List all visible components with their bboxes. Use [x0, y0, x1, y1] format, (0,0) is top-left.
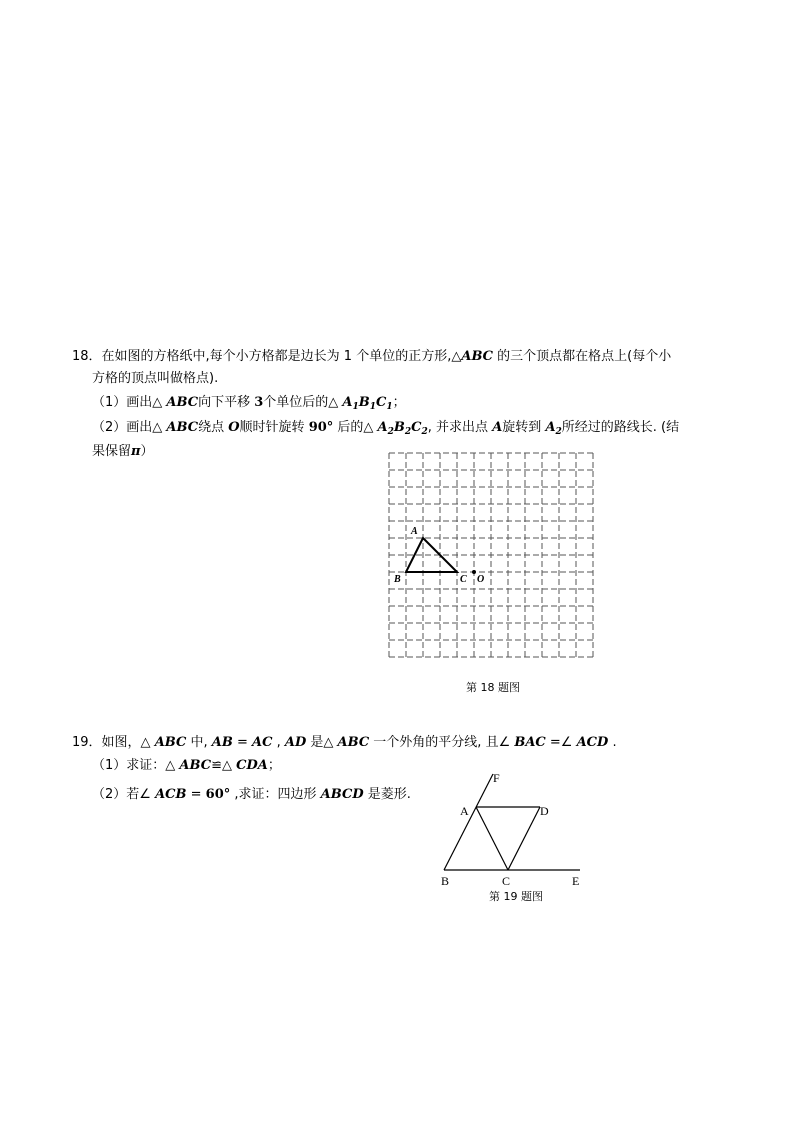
q19-p1-end: ；: [267, 758, 281, 773]
q19-p1-congruent: ≌△: [211, 758, 237, 773]
q19-t2: 中,: [186, 735, 212, 750]
q18-p2-line2a: 果保留: [92, 444, 132, 459]
q18-p2-b2: B: [393, 420, 405, 435]
q18-p1-text-a: （1）画出△: [92, 395, 167, 410]
q18-p2-o: O: [228, 420, 240, 435]
q18-abc: ABC: [461, 349, 494, 364]
q19-t7: .: [608, 735, 617, 750]
q18-grid: [389, 453, 593, 657]
q18-part-1: [92, 394, 406, 416]
q18-p1-sub-a: 1: [352, 402, 359, 412]
q18-p1-b1: B: [358, 395, 370, 410]
q19-label-f: F: [493, 771, 500, 785]
q19-t6: =∠: [545, 735, 577, 750]
q18-p2-text-g: 所经过的路线长. (结: [561, 420, 680, 435]
q18-p2-abc: ABC: [166, 420, 199, 435]
q18-p1-text-c: 个单位后的△: [263, 395, 343, 410]
q19-p2-acb: ACB: [155, 787, 187, 802]
q19-ac: AC: [252, 735, 273, 750]
q18-caption: 第 18 题图: [466, 681, 520, 694]
q18-p2-text-a: （2）画出△: [92, 420, 167, 435]
q19-p1-cda: CDA: [236, 758, 268, 773]
q18-p2-line2b: ）: [140, 444, 154, 459]
q18-p2-sub-c: 2: [421, 427, 428, 437]
q19-label-d: D: [540, 804, 549, 818]
q18-p2-sub-a: 2: [387, 427, 394, 437]
q19-t5: 一个外角的平分线, 且∠: [369, 735, 515, 750]
q18-label-c: C: [460, 574, 467, 585]
q19-abc-1: ABC: [154, 735, 187, 750]
q18-line-2: [92, 370, 218, 388]
q18-label-o: O: [477, 574, 485, 585]
q19-eq: =: [232, 735, 253, 750]
q18-number: 18．: [72, 349, 102, 364]
q19-p2-text-d: 是菱形.: [363, 787, 411, 802]
q18-p2-target: A: [545, 420, 556, 435]
q18-p1-sub-c: 1: [386, 402, 393, 412]
q19-p1-text-a: （1）求证：△: [92, 758, 180, 773]
q19-number: 19．: [72, 735, 102, 750]
q19-bac: BAC: [514, 735, 546, 750]
q18-intro-1a: 在如图的方格纸中,每个小方格都是边长为 1 个单位的正方形,△: [101, 349, 462, 364]
q19-p2-text-a: （2）若∠: [92, 787, 156, 802]
q18-part-2: [92, 419, 679, 441]
q19-part-1: [92, 757, 281, 775]
q18-p1-sub-b: 1: [369, 402, 377, 412]
q18-p1-a1: A: [342, 395, 353, 410]
q19-ab: AB: [211, 735, 233, 750]
q19-ad: AD: [284, 735, 307, 750]
q18-p2-c2: C: [411, 420, 422, 435]
q18-line-1: [72, 348, 671, 366]
q18-point-o: [472, 570, 476, 574]
q18-p2-text-f: 旋转到: [502, 420, 546, 435]
q18-p2-sub-b: 2: [404, 427, 412, 437]
q19-segment-cd: [508, 807, 540, 870]
q19-t1: 如图，△: [101, 735, 155, 750]
q18-part-2-cont: [92, 443, 154, 461]
q19-p2-angle: 60°: [205, 787, 231, 802]
q18-p1-c1: C: [376, 395, 387, 410]
q18-figure: [380, 444, 610, 664]
q19-t4: 是△: [306, 735, 338, 750]
q18-p2-a2: A: [377, 420, 388, 435]
q19-p1-abc: ABC: [179, 758, 212, 773]
q19-p2-text-b: =: [186, 787, 206, 802]
q19-acd: ACD: [576, 735, 609, 750]
q19-line-1: [72, 734, 617, 752]
q19-t3: ,: [272, 735, 285, 750]
q18-p2-text-d: 后的△: [333, 420, 378, 435]
q18-p1-abc: ABC: [166, 395, 199, 410]
q18-pi: π: [131, 444, 141, 459]
q19-figure: [430, 768, 600, 890]
q18-p2-text-e: , 并求出点: [427, 420, 493, 435]
q19-label-a: A: [460, 804, 469, 818]
q19-segment-bf: [444, 774, 493, 870]
q19-caption: 第 19 题图: [489, 890, 543, 903]
q18-p2-text-b: 绕点: [198, 420, 229, 435]
q18-p2-point: A: [492, 420, 503, 435]
q19-label-c: C: [502, 874, 511, 888]
q18-p2-target-sub: 2: [555, 427, 562, 437]
q19-p2-text-c: ,求证：四边形: [230, 787, 321, 802]
q19-p2-abcd: ABCD: [320, 787, 364, 802]
q18-intro-1b: 的三个顶点都在格点上(每个小: [493, 349, 672, 364]
q18-p2-text-c: 顺时针旋转: [239, 420, 309, 435]
q18-intro-2: 方格的顶点叫做格点).: [92, 371, 219, 386]
q19-segment-ac: [476, 807, 508, 870]
q18-p1-shift: 3: [254, 395, 264, 410]
q19-abc-2: ABC: [337, 735, 370, 750]
q18-p2-angle: 90°: [308, 420, 334, 435]
q18-triangle-abc: [406, 538, 457, 572]
q19-label-e: E: [572, 874, 580, 888]
q18-p1-text-b: 向下平移: [198, 395, 255, 410]
q19-label-b: B: [441, 874, 450, 888]
q18-label-b: B: [394, 574, 401, 585]
q18-label-a: A: [411, 526, 418, 537]
q18-p1-end: ；: [392, 395, 406, 410]
q19-part-2: [92, 786, 411, 804]
